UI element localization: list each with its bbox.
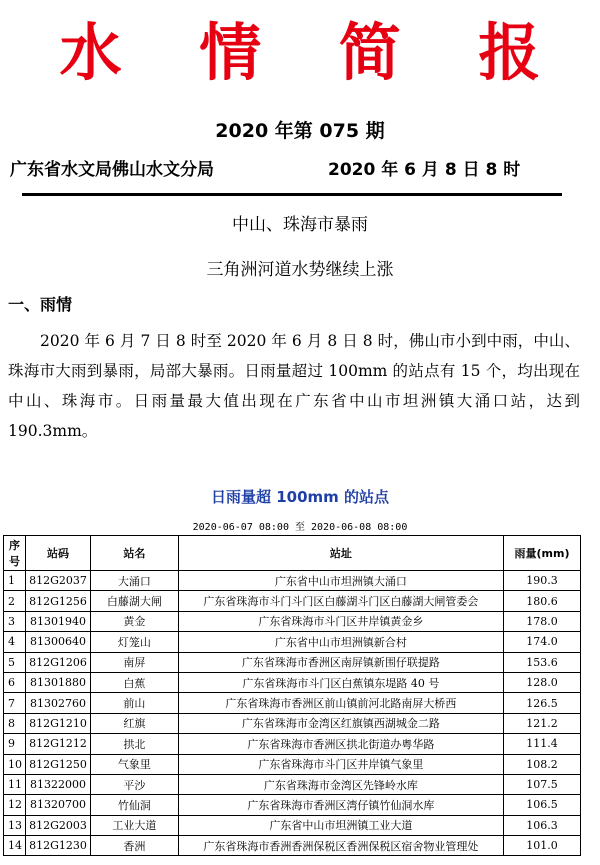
rainfall-value: 190.3 — [504, 571, 581, 591]
rainfall-value: 128.0 — [504, 672, 581, 692]
station-code: 812G1230 — [25, 836, 90, 856]
station-address: 广东省珠海市香洲区湾仔镇竹仙洞水库 — [178, 795, 503, 815]
station-code: 81320700 — [25, 795, 90, 815]
report-date: 2020 年 6 月 8 日 8 时 — [328, 160, 521, 180]
rainfall-value: 108.2 — [504, 754, 581, 774]
rainfall-value: 101.0 — [504, 836, 581, 856]
station-name: 前山 — [90, 693, 178, 713]
header-name: 站名 — [90, 536, 178, 571]
rainfall-value: 106.5 — [504, 795, 581, 815]
row-number: 2 — [4, 591, 26, 611]
station-address: 广东省中山市坦洲镇大涌口 — [178, 571, 503, 591]
table-period: 2020-06-07 08:00 至 2020-06-08 08:00 — [192, 522, 408, 533]
station-name: 气象里 — [90, 754, 178, 774]
station-name: 工业大道 — [90, 815, 178, 835]
station-address: 广东省珠海市斗门区井岸镇气象里 — [178, 754, 503, 774]
table-row — [4, 611, 581, 631]
station-name: 竹仙洞 — [90, 795, 178, 815]
station-name: 平沙 — [90, 774, 178, 794]
station-name: 大涌口 — [90, 571, 178, 591]
table-row — [4, 774, 581, 794]
station-code: 812G1212 — [25, 734, 90, 754]
table-row — [4, 672, 581, 692]
table-row — [4, 795, 581, 815]
row-number: 12 — [4, 795, 26, 815]
row-number: 1 — [4, 571, 26, 591]
table-row — [4, 571, 581, 591]
station-name: 白蕉 — [90, 672, 178, 692]
rainfall-value: 106.3 — [504, 815, 581, 835]
rainfall-table — [3, 535, 581, 856]
station-code: 812G2037 — [25, 571, 90, 591]
station-code: 81302760 — [25, 693, 90, 713]
issue-number: 2020 年第 075 期 — [215, 120, 385, 142]
header-rainfall: 雨量(mm) — [504, 536, 581, 571]
rainfall-value: 126.5 — [504, 693, 581, 713]
station-code: 81300640 — [25, 632, 90, 652]
table-row — [4, 815, 581, 835]
station-code: 812G1206 — [25, 652, 90, 672]
station-address: 广东省珠海市金湾区红旗镇西湖城金二路 — [178, 713, 503, 733]
report-title: 水 情 简 报 — [59, 16, 569, 89]
issuing-organization: 广东省水文局佛山水文分局 — [10, 160, 214, 180]
station-address: 广东省中山市坦洲镇新合村 — [178, 632, 503, 652]
table-row — [4, 693, 581, 713]
table-row — [4, 632, 581, 652]
station-code: 81301940 — [25, 611, 90, 631]
row-number: 10 — [4, 754, 26, 774]
station-name: 白藤湖大闸 — [90, 591, 178, 611]
row-number: 6 — [4, 672, 26, 692]
row-number: 14 — [4, 836, 26, 856]
rainfall-value: 107.5 — [504, 774, 581, 794]
station-address: 广东省珠海市香洲区拱北街道办粤华路 — [178, 734, 503, 754]
rainfall-value: 111.4 — [504, 734, 581, 754]
headline-secondary: 三角洲河道水势继续上涨 — [206, 260, 394, 280]
header-address: 站址 — [178, 536, 503, 571]
station-address: 广东省珠海市金湾区先锋岭水库 — [178, 774, 503, 794]
station-name: 红旗 — [90, 713, 178, 733]
rainfall-value: 153.6 — [504, 652, 581, 672]
header-no: 序号 — [4, 536, 26, 571]
station-name: 拱北 — [90, 734, 178, 754]
table-row — [4, 836, 581, 856]
table-row — [4, 591, 581, 611]
station-code: 81322000 — [25, 774, 90, 794]
rainfall-value: 174.0 — [504, 632, 581, 652]
station-name: 南屏 — [90, 652, 178, 672]
station-code: 812G2003 — [25, 815, 90, 835]
table-row — [4, 713, 581, 733]
table-title: 日雨量超 100mm 的站点 — [210, 488, 390, 506]
row-number: 7 — [4, 693, 26, 713]
rainfall-value: 178.0 — [504, 611, 581, 631]
station-address: 广东省珠海市斗门区井岸镇黄金乡 — [178, 611, 503, 631]
station-address: 广东省珠海市香洲区前山镇前河北路南屏大桥西 — [178, 693, 503, 713]
station-address: 广东省中山市坦洲镇工业大道 — [178, 815, 503, 835]
row-number: 4 — [4, 632, 26, 652]
row-number: 11 — [4, 774, 26, 794]
table-header-row — [4, 536, 581, 571]
station-name: 黄金 — [90, 611, 178, 631]
header-code: 站码 — [25, 536, 90, 571]
station-name: 灯笼山 — [90, 632, 178, 652]
row-number: 5 — [4, 652, 26, 672]
row-number: 3 — [4, 611, 26, 631]
station-address: 广东省珠海市香洲香洲保税区香洲保税区宿舍物业管理处 — [178, 836, 503, 856]
rainfall-value: 180.6 — [504, 591, 581, 611]
station-code: 812G1210 — [25, 713, 90, 733]
row-number: 9 — [4, 734, 26, 754]
section-title: 一、雨情 — [8, 295, 73, 314]
headline-primary: 中山、珠海市暴雨 — [232, 215, 368, 235]
row-number: 8 — [4, 713, 26, 733]
station-code: 81301880 — [25, 672, 90, 692]
station-address: 广东省珠海市斗门斗门区白藤湖斗门区白藤湖大闸管委会 — [178, 591, 503, 611]
header-divider — [22, 193, 562, 196]
station-code: 812G1256 — [25, 591, 90, 611]
station-code: 812G1250 — [25, 754, 90, 774]
row-number: 13 — [4, 815, 26, 835]
station-name: 香洲 — [90, 836, 178, 856]
rainfall-value: 121.2 — [504, 713, 581, 733]
station-address: 广东省珠海市斗门区白蕉镇东堤路 40 号 — [178, 672, 503, 692]
section-body: 2020 年 6 月 7 日 8 时至 2020 年 6 月 8 日 8 时，佛山市小到中雨，中山、珠海市大雨到暴雨，局部大暴雨。日雨量超过 100mm 的站点有 15 个，均出现在中山、珠海市。日雨量最大值出现在广东省中山市坦洲镇大涌口站，达到 190.3mm。 — [8, 332, 580, 440]
station-address: 广东省珠海市香洲区南屏镇新围仔联提路 — [178, 652, 503, 672]
table-row — [4, 734, 581, 754]
table-row — [4, 652, 581, 672]
table-row — [4, 754, 581, 774]
